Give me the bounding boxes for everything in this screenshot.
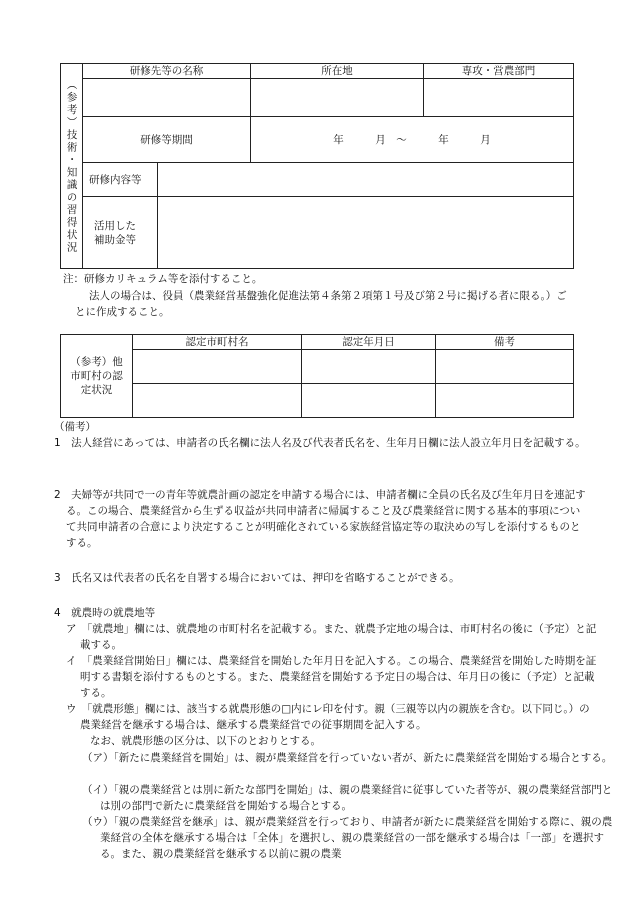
content-label: 研修内容等 bbox=[83, 163, 158, 197]
note-line2: 法人の場合は、役員（農業経営基盤強化促進法第４条第２項第１号及び第２号に掲げる者に限る。）ごとに作成すること。 bbox=[75, 290, 567, 318]
training-name-cell[interactable] bbox=[83, 79, 251, 117]
remark-item-4-i: イ 「農業経営開始日」欄には、農業経営を開始した年月日を記入する。この場合、農業経営を開始した時期を証明する書類を添付するものとする。また、農業経営を開始する予定日の場合は、年月日の後に（予定）と記載する。 bbox=[66, 655, 597, 699]
header-municipality: 認定市町村名 bbox=[133, 335, 302, 350]
content-cell[interactable] bbox=[158, 163, 574, 197]
remark-item-4-u-note: なお、就農形態の区分は、以下のとおりとする。 bbox=[90, 735, 321, 747]
remark-item-3: 3 氏名又は代表者の氏名を自署する場合においては、押印を省略することができる。 bbox=[54, 572, 460, 584]
cert-date-cell[interactable] bbox=[302, 350, 436, 384]
certification-side-label: （参考）他市町村の認定状況 bbox=[70, 355, 123, 397]
remarks-cell[interactable] bbox=[436, 384, 574, 418]
training-side-label: （参考）技術・知識の習得状況 bbox=[65, 78, 78, 254]
remark-item-1: 1 法人経営にあっては、申請者の氏名欄に法人名及び代表者氏名を、生年月日欄に法人設立年月日を記載する。 bbox=[54, 437, 586, 449]
training-table bbox=[60, 63, 574, 269]
remark-item-4-a: ア 「就農地」欄には、就農地の市町村名を記載する。また、就農予定地の場合は、市町村名の後に（予定）と記載する。 bbox=[66, 623, 597, 651]
certification-table bbox=[60, 334, 574, 418]
certification-side-cell bbox=[61, 335, 133, 418]
cert-date-cell[interactable] bbox=[302, 384, 436, 418]
major-cell[interactable] bbox=[424, 79, 574, 117]
remarks-cell[interactable] bbox=[436, 350, 574, 384]
remark-item-4-title: 4 就農時の就農地等 bbox=[54, 607, 156, 619]
remark-item-2: 2 夫婦等が共同で一の青年等就農計画の認定を申請する場合には、申請者欄に全員の氏名及び生年月日を連記する。この場合、農業経営から生ずる収益が共同申請者に帰属すること及び農業経営に関する基本的事項について共同申請者の合意により決定することが明確化されている家族経営協定等の取決めの写しを添付するものとする。 bbox=[54, 489, 586, 549]
header-training-name: 研修先等の名称 bbox=[83, 64, 251, 79]
remark-sub-3: （ウ）「親の農業経営を継承」は、親が農業経営を行っており、申請者が新たに農業経営を開始する際に、親の農業経営の全体を継承する場合は「全体」を選択し、親の農業経営の一部を継承する場合は「一部」を選択する。また、親の農業経営を継承する以前に親の農業 bbox=[82, 816, 613, 860]
subsidy-label: 活用した補助金等 bbox=[94, 219, 136, 246]
subsidy-label-cell bbox=[83, 197, 158, 269]
remarks-title: （備考） bbox=[54, 421, 96, 433]
header-location: 所在地 bbox=[251, 64, 424, 79]
header-major: 専攻・営農部門 bbox=[424, 64, 574, 79]
header-remarks: 備考 bbox=[436, 335, 574, 350]
municipality-cell[interactable] bbox=[133, 384, 302, 418]
remark-item-4-u: ウ 「就農形態」欄には、該当する就農形態の□内にレ印を付す。親（三親等以内の親族を含む。以下同じ。）の農業経営を継承する場合は、継承する農業経営での従事期間を記入する。 bbox=[66, 703, 590, 731]
training-side-label-cell bbox=[61, 64, 83, 269]
location-cell[interactable] bbox=[251, 79, 424, 117]
municipality-cell[interactable] bbox=[133, 350, 302, 384]
period-value[interactable]: 年 月 〜 年 月 bbox=[251, 117, 574, 163]
period-label: 研修等期間 bbox=[83, 117, 251, 163]
header-cert-date: 認定年月日 bbox=[302, 335, 436, 350]
remark-sub-2: （イ）「親の農業経営とは別に新たな部門を開始」は、親の農業経営に従事していた者等が、親の農業経営部門とは別の部門で新たに農業経営を開始する場合とする。 bbox=[82, 784, 613, 812]
note-line1: 注：研修カリキュラム等を添付すること。 bbox=[63, 273, 263, 285]
subsidy-cell[interactable] bbox=[158, 197, 574, 269]
remark-sub-1: （ア）「新たに農業経営を開始」は、親が農業経営を行っていない者が、新たに農業経営を開始する場合とする。 bbox=[82, 752, 613, 764]
